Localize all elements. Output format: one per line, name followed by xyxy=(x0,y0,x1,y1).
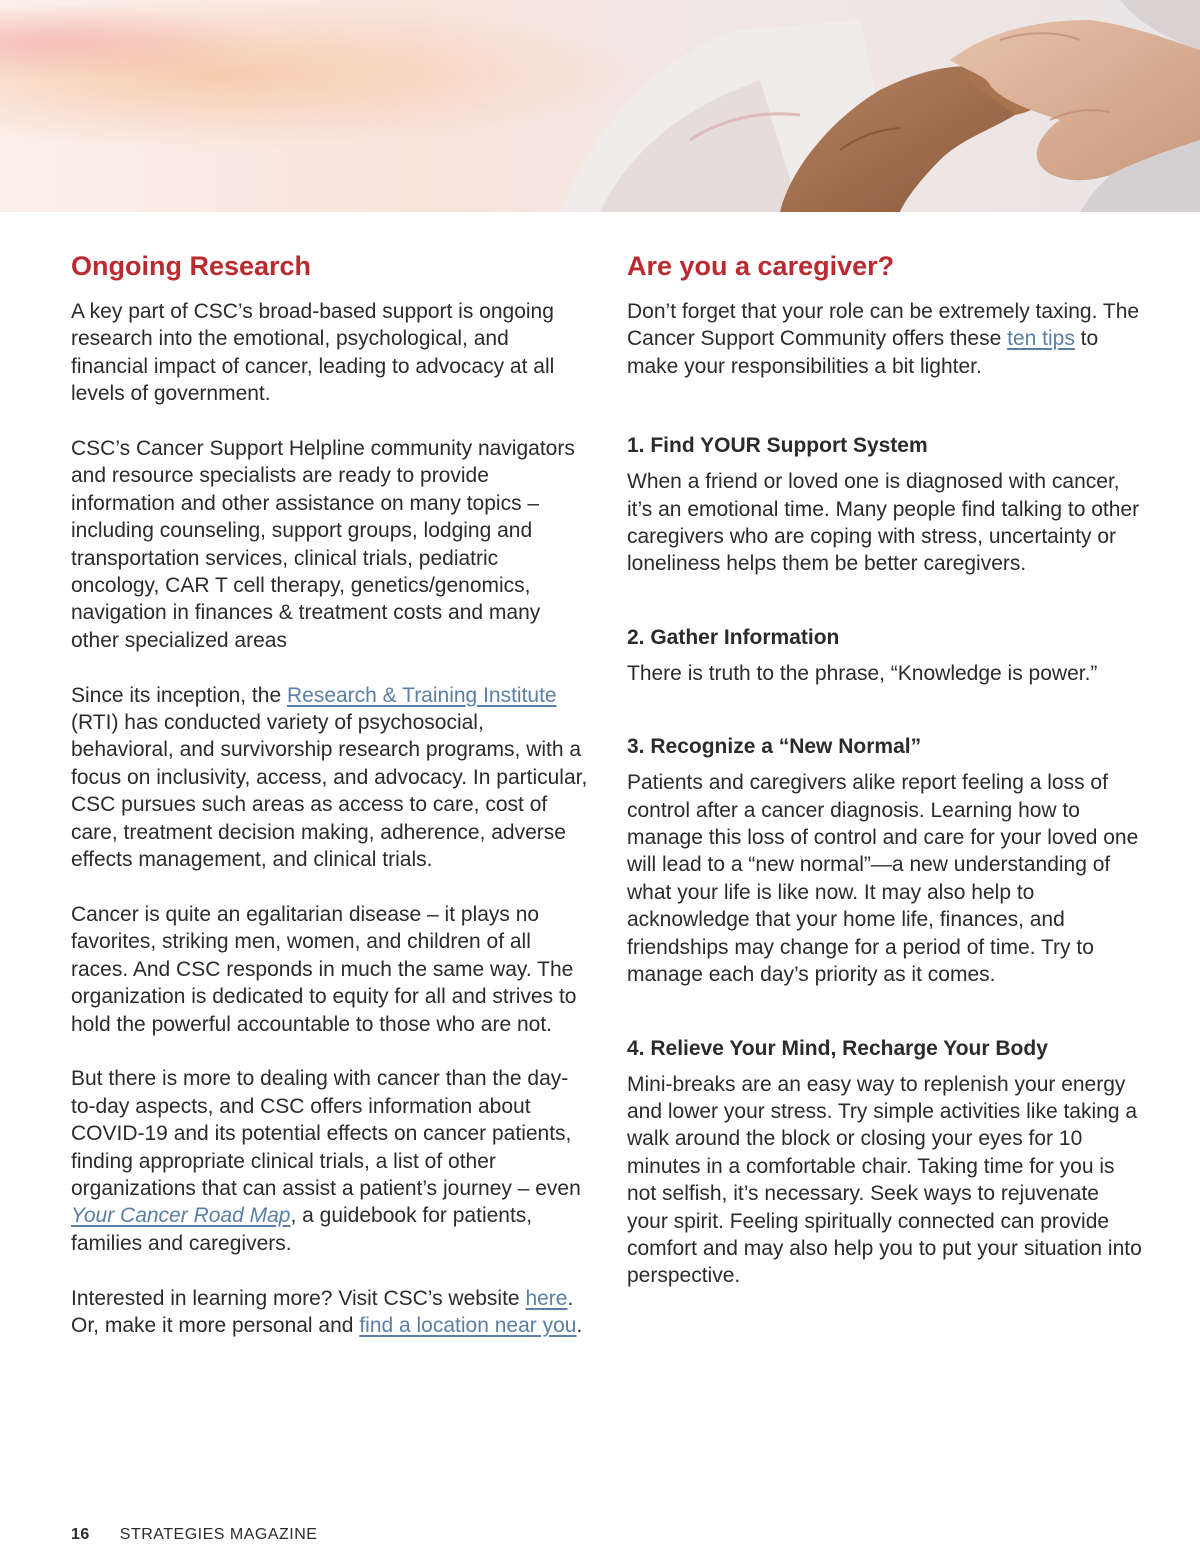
tip-3 xyxy=(627,733,1142,988)
text-span: . xyxy=(576,1313,583,1337)
left-paragraph-3 xyxy=(71,682,591,874)
tip-title: 4. Relieve Your Mind, Recharge Your Body xyxy=(627,1036,1048,1060)
tip-title: 2. Gather Information xyxy=(627,625,840,649)
left-paragraph-5 xyxy=(71,1065,591,1257)
caregiver-heading: Are you a caregiver? xyxy=(627,251,895,281)
csc-website-here-link[interactable]: here xyxy=(525,1286,568,1310)
left-column xyxy=(71,248,591,1339)
left-paragraph-1: A key part of CSC’s broad-based support is ongoing research into the emotional, psychological, and financial impact of cancer, leading to advocacy at all levels of government. xyxy=(71,300,555,406)
text-span: Interested in learning more? Visit CSC’s website xyxy=(71,1286,526,1310)
tip-body: Mini-breaks are an easy way to replenish your energy and lower your stress. Try simple activities like taking a walk around the block or closing your eyes for 10 minutes in a comfortable chair. Taking time for you is not selfish, it’s necessary. Seek ways to rejuvenate your spirit. Feeling spiritually connected can provide comfort and may also help you to put your situation into perspective. xyxy=(627,1072,1142,1288)
left-paragraph-4: Cancer is quite an egalitarian disease – it plays no favorites, striking men, women, and children of all races. And CSC responds in much the same way. The organization is dedicated to equity for all and strives to hold the powerful accountable to those who are not. xyxy=(71,902,577,1036)
right-column xyxy=(627,248,1142,1290)
tip-body: Patients and caregivers alike report feeling a loss of control after a cancer diagnosis. Learning how to manage this loss of control and care for your loved one will lead to a “new normal”—a new understanding of what your life is like now. It may also help to acknowledge that your home life, finances, and friendships may change for a period of time. Try to manage each day’s priority as it comes. xyxy=(627,771,1139,987)
tip-4 xyxy=(627,1035,1142,1290)
find-location-link[interactable]: find a location near you xyxy=(359,1313,577,1337)
page-number: 16 xyxy=(71,1526,90,1543)
left-paragraph-6 xyxy=(71,1285,591,1340)
text-span: Don’t forget that your role can be extremely taxing. The Cancer Support Community offers these xyxy=(627,300,1140,351)
publication-name: STRATEGIES MAGAZINE xyxy=(119,1526,318,1543)
hero-image xyxy=(0,0,1200,212)
text-span: Since its inception, the xyxy=(71,683,287,707)
page-footer xyxy=(71,1526,317,1544)
ten-tips-link[interactable]: ten tips xyxy=(1007,327,1075,351)
tip-2 xyxy=(627,624,1142,687)
text-span: But there is more to dealing with cancer than the day-to-day aspects, and CSC offers information about COVID-19 and its potential effects on cancer patients, finding appropriate clinical trials, a list of other organizations that can assist a patient’s journey – even xyxy=(71,1067,581,1200)
caregiver-holding-hands-photo xyxy=(0,0,1200,212)
ongoing-research-heading: Ongoing Research xyxy=(71,251,312,281)
tip-title: 3. Recognize a “New Normal” xyxy=(627,735,922,759)
text-span: (RTI) has conducted variety of psychosocial, behavioral, and survivorship research programs, with a focus on inclusivity, access, and advocacy. In particular, CSC pursues such areas as access to care, cost of care, treatment decision making, adherence, adverse effects management, and clinical trials. xyxy=(71,711,588,872)
tip-body: When a friend or loved one is diagnosed with cancer, it’s an emotional time. Many people find talking to other caregivers who are coping with stress, uncertainty or loneliness helps them be better caregivers. xyxy=(627,470,1140,576)
caregiver-intro xyxy=(627,298,1142,380)
tip-title: 1. Find YOUR Support System xyxy=(627,434,928,458)
text-span: , a guidebook for patients, families and caregivers. xyxy=(71,1204,533,1255)
tip-1 xyxy=(627,432,1142,578)
tip-body: There is truth to the phrase, “Knowledge is power.” xyxy=(627,661,1098,685)
research-training-institute-link[interactable]: Research & Training Institute xyxy=(286,683,557,707)
text-span: to make your responsibilities a bit lighter. xyxy=(627,327,1099,378)
your-cancer-road-map-link[interactable]: Your Cancer Road Map xyxy=(71,1204,291,1228)
text-span: . Or, make it more personal and xyxy=(71,1286,574,1337)
left-paragraph-2: CSC’s Cancer Support Helpline community navigators and resource specialists are ready to provide information and other assistance on many topics – including counseling, support groups, lodging and transportation services, clinical trials, pediatric oncology, CAR T cell therapy, genetics/genomics, navigation in finances & treatment costs and many other specialized areas xyxy=(71,437,575,652)
